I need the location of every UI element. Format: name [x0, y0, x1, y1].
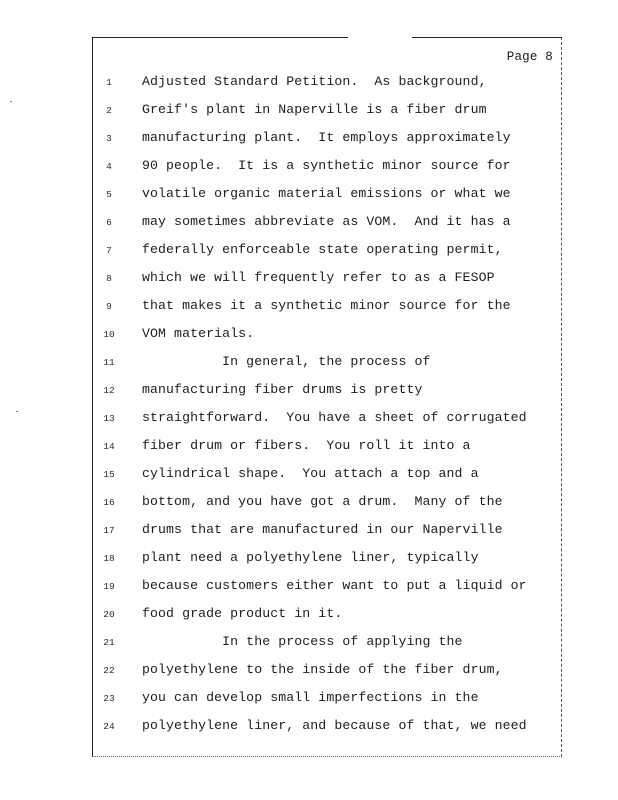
line-text: 90 people. It is a synthetic minor source for [142, 158, 511, 173]
line-text: In the process of applying the [142, 634, 463, 649]
page-number: Page 8 [506, 50, 553, 64]
transcript-line [93, 718, 561, 738]
line-number: 16 [103, 497, 115, 508]
line-text: manufacturing fiber drums is pretty [142, 382, 423, 397]
line-number: 21 [103, 637, 115, 648]
transcript-line [93, 130, 561, 150]
transcript-line [93, 606, 561, 626]
transcript-line [93, 74, 561, 94]
line-number: 3 [106, 133, 112, 144]
transcript-line [93, 634, 561, 654]
line-text: polyethylene liner, and because of that, we need [142, 718, 527, 733]
transcript-line [93, 438, 561, 458]
transcript-line [93, 214, 561, 234]
line-number: 1 [106, 77, 112, 88]
transcript-page [92, 37, 562, 757]
line-number: 17 [103, 525, 115, 536]
line-text: cylindrical shape. You attach a top and a [142, 466, 479, 481]
line-text: straightforward. You have a sheet of corrugated [142, 410, 527, 425]
line-text: federally enforceable state operating permit, [142, 242, 503, 257]
transcript-line [93, 690, 561, 710]
transcript-line [93, 382, 561, 402]
line-text: bottom, and you have got a drum. Many of the [142, 494, 503, 509]
line-number: 15 [103, 469, 115, 480]
transcript-line [93, 550, 561, 570]
line-text: because customers either want to put a liquid or [142, 578, 527, 593]
scan-speck [10, 101, 12, 102]
line-number: 24 [103, 721, 115, 732]
line-text: food grade product in it. [142, 606, 343, 621]
transcript-line [93, 578, 561, 598]
transcript-line [93, 410, 561, 430]
line-text: drums that are manufactured in our Naperville [142, 522, 503, 537]
line-text: polyethylene to the inside of the fiber drum, [142, 662, 503, 677]
transcript-line [93, 186, 561, 206]
line-text: that makes it a synthetic minor source for the [142, 298, 511, 313]
transcript-line [93, 102, 561, 122]
transcript-line [93, 354, 561, 374]
line-text: manufacturing plant. It employs approximately [142, 130, 511, 145]
line-text: may sometimes abbreviate as VOM. And it has a [142, 214, 511, 229]
line-number: 9 [106, 301, 112, 312]
line-text: In general, the process of [142, 354, 431, 369]
line-number: 5 [106, 189, 112, 200]
line-text: you can develop small imperfections in the [142, 690, 479, 705]
line-number: 7 [106, 245, 112, 256]
line-number: 18 [103, 553, 115, 564]
line-number: 8 [106, 273, 112, 284]
frame-gap [348, 34, 412, 40]
transcript-line [93, 242, 561, 262]
transcript-line [93, 270, 561, 290]
line-text: plant need a polyethylene liner, typically [142, 550, 479, 565]
transcript-line [93, 326, 561, 346]
line-number: 10 [103, 329, 115, 340]
line-number: 4 [106, 161, 112, 172]
line-text: fiber drum or fibers. You roll it into a [142, 438, 471, 453]
line-number: 22 [103, 665, 115, 676]
transcript-line [93, 662, 561, 682]
transcript-line [93, 158, 561, 178]
line-text: volatile organic material emissions or what we [142, 186, 511, 201]
line-number: 19 [103, 581, 115, 592]
line-text: Adjusted Standard Petition. As background, [142, 74, 487, 89]
line-number: 23 [103, 693, 115, 704]
line-number: 2 [106, 105, 112, 116]
transcript-line [93, 494, 561, 514]
line-number: 6 [106, 217, 112, 228]
line-number: 11 [103, 357, 115, 368]
line-text: VOM materials. [142, 326, 255, 341]
line-text: Greif's plant in Naperville is a fiber drum [142, 102, 487, 117]
line-number: 13 [103, 413, 115, 424]
line-number: 20 [103, 609, 115, 620]
transcript-line [93, 298, 561, 318]
transcript-line [93, 466, 561, 486]
line-number: 12 [103, 385, 115, 396]
scan-speck [16, 411, 18, 412]
line-text: which we will frequently refer to as a FESOP [142, 270, 495, 285]
line-number: 14 [103, 441, 115, 452]
transcript-line [93, 522, 561, 542]
